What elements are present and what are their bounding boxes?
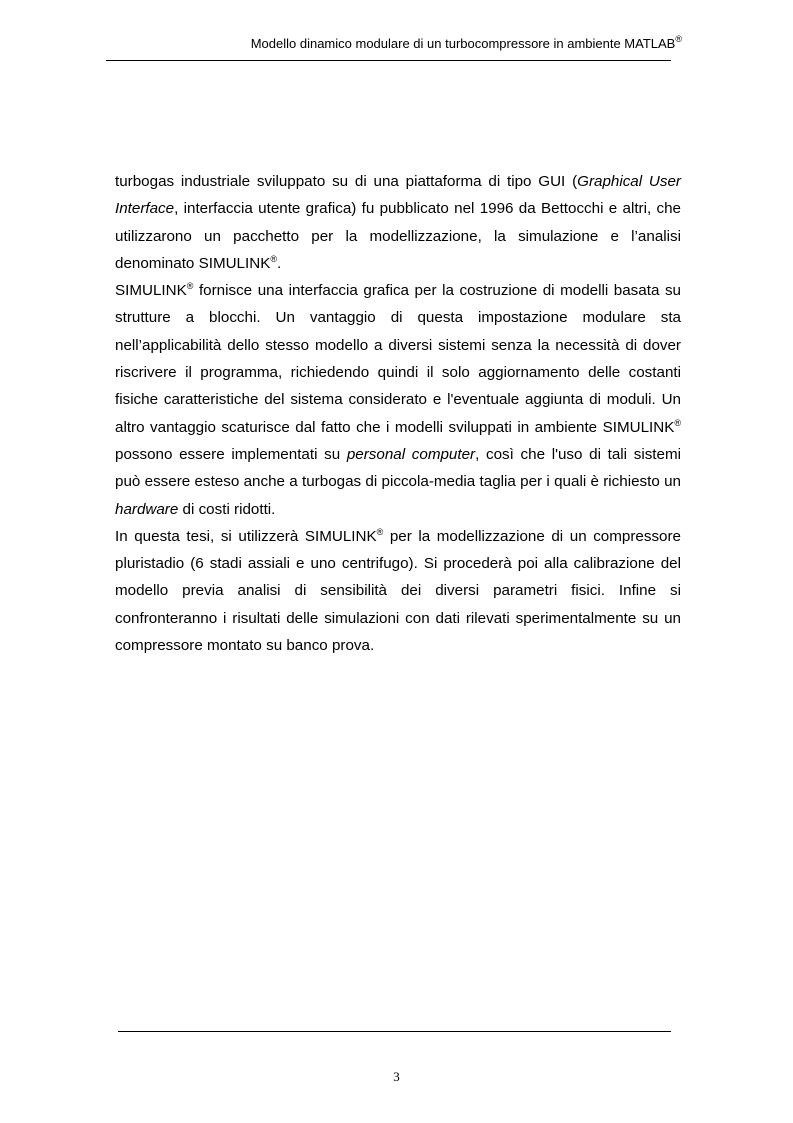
paragraph-1: [115, 168, 681, 277]
paragraph-1-italic: Graphical User Interface: [115, 173, 681, 218]
paragraph-2-text: di costi ridotti.: [178, 500, 276, 518]
registered-mark: ®: [270, 253, 277, 264]
page-number: 3: [393, 1069, 400, 1084]
body-text: [115, 168, 681, 659]
header-divider: [106, 60, 671, 61]
paragraph-2-italic: personal computer: [346, 445, 476, 463]
running-header: [251, 36, 682, 52]
paragraph-2-text: , così che l'uso di tali sistemi può essere esteso anche a turbogas di piccola-media taglia per i quali è richiesto un: [115, 445, 681, 491]
paragraph-2-text: SIMULINK: [115, 282, 187, 300]
paragraph-1-text: .: [276, 254, 282, 272]
registered-mark: ®: [675, 34, 682, 44]
paragraph-2-text: possono essere implementati su: [115, 445, 347, 463]
paragraph-2-text: fornisce una interfaccia grafica per la costruzione di modelli basata su strutture a blocchi. Un vantaggio di questa impostazione modulare sta nell’applicabilità dello stesso modello a diversi sistemi senza la necessità di dover riscrivere il programma, richiedendo quindi il solo aggiornamento delle costanti fisiche caratteristiche del sistema considerato e l'eventuale aggiunta di moduli. Un altro vantaggio scaturisce dal fatto che i modelli sviluppati in ambiente SIMULINK: [115, 282, 681, 436]
registered-mark: ®: [674, 417, 681, 428]
paragraph-3-text: In questa tesi, si utilizzerà SIMULINK: [115, 527, 377, 545]
running-header-title: Modello dinamico modulare di un turbocompressore in ambiente MATLAB: [250, 36, 676, 51]
paragraph-1-text: , interfaccia utente grafica) fu pubblicato nel 1996 da Bettocchi e altri, che utilizzarono un pacchetto per la modellizzazione, la simulazione e l’analisi denominato SIMULINK: [115, 200, 681, 272]
paragraph-3: [115, 523, 681, 659]
registered-mark: ®: [376, 526, 384, 537]
paragraph-3-text: per la modellizzazione di un compressore pluristadio (6 stadi assiali e uno centrifugo). Si procederà poi alla calibrazione del modello previa analisi di sensibilità dei diversi parametri fisici. Infine si confronteranno i risultati delle simulazioni con dati rilevati sperimentalmente su un compressore montato su banco prova.: [115, 527, 681, 655]
footer-divider: [118, 1031, 671, 1032]
paragraph-2-italic: hardware: [115, 500, 179, 518]
paragraph-1-text: turbogas industriale sviluppato su di una piattaforma di tipo GUI (: [115, 173, 578, 190]
registered-mark: ®: [186, 281, 194, 292]
paragraph-2: [115, 277, 681, 523]
